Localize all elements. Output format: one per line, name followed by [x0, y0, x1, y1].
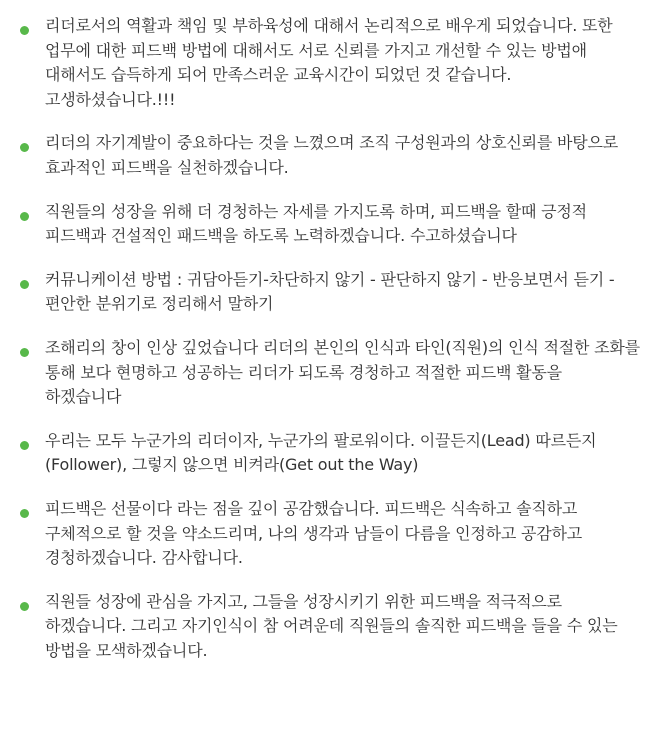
list-item — [20, 497, 641, 571]
comment-text: 우리는 모두 누군가의 리더이자, 누군가의 팔로워이다. 이끌든지(Lead) 따르든지(Follower), 그렇지 않으면 비켜라(Get out the Way) — [45, 430, 597, 475]
comment-text: 직원들 성장에 관심을 가지고, 그들을 성장시키기 위한 피드백을 적극적으로 하겠습니다. 그리고 자기인식이 참 어려운데 직원들의 솔직한 피드백을 들을 수 있는 방법을 모색하겠습니다. — [45, 591, 618, 660]
bullet-dot-icon — [20, 348, 29, 357]
list-item — [20, 590, 641, 664]
list-item — [20, 131, 641, 180]
bullet-dot-icon — [20, 212, 29, 221]
list-item — [20, 14, 641, 112]
comment-text: 조해리의 창이 인상 깊었습니다 리더의 본인의 인식과 타인(직원)의 인식 적절한 조화를 통해 보다 현명하고 성공하는 리더가 되도록 경청하고 적절한 피드백 활동을 하겠습니다 — [45, 337, 640, 407]
comment-text: 피드백은 선물이다 라는 점을 깊이 공감했습니다. 피드백은 식속하고 솔직하고 구체적으로 할 것을 약소드리며, 나의 생각과 남들이 다름을 인정하고 공감하고 경청하겠습니다. 감사합니다. — [45, 498, 583, 568]
comment-text: 리더의 자기계발이 중요하다는 것을 느꼈으며 조직 구성원과의 상호신뢰를 바탕으로 효과적인 피드백을 실천하겠습니다. — [45, 133, 619, 177]
list-item — [20, 429, 641, 478]
list-item — [20, 200, 641, 249]
bullet-dot-icon — [20, 441, 29, 450]
bullet-dot-icon — [20, 509, 29, 518]
bullet-dot-icon — [20, 143, 29, 152]
comment-text: 리더로서의 역활과 책임 및 부하육성에 대해서 논리적으로 배우게 되었습니다. 또한 업무에 대한 피드백 방법에 대해서도 서로 신뢰를 가지고 개선할 수 있는 방법애 대해서도 습득하게 되어 만족스러운 교육시간이 되었던 것 같습니다. 고생하셨습니다.!!! — [45, 16, 613, 109]
comment-text: 직원들의 성장을 위해 더 경청하는 자세를 가지도록 하며, 피드백을 할때 긍정적 피드백과 건설적인 패드백을 하도록 노력하겠습니다. 수고하셨습니다 — [45, 201, 587, 246]
bullet-dot-icon — [20, 602, 29, 611]
list-item — [20, 268, 641, 317]
list-item — [20, 336, 641, 410]
bullet-dot-icon — [20, 26, 29, 35]
comment-text: 커뮤니케이션 방법 : 귀담아듣기-차단하지 않기 - 판단하지 않기 - 반응보면서 듣기 - 편안한 분위기로 정리해서 말하기 — [45, 269, 615, 314]
bullet-dot-icon — [20, 280, 29, 289]
